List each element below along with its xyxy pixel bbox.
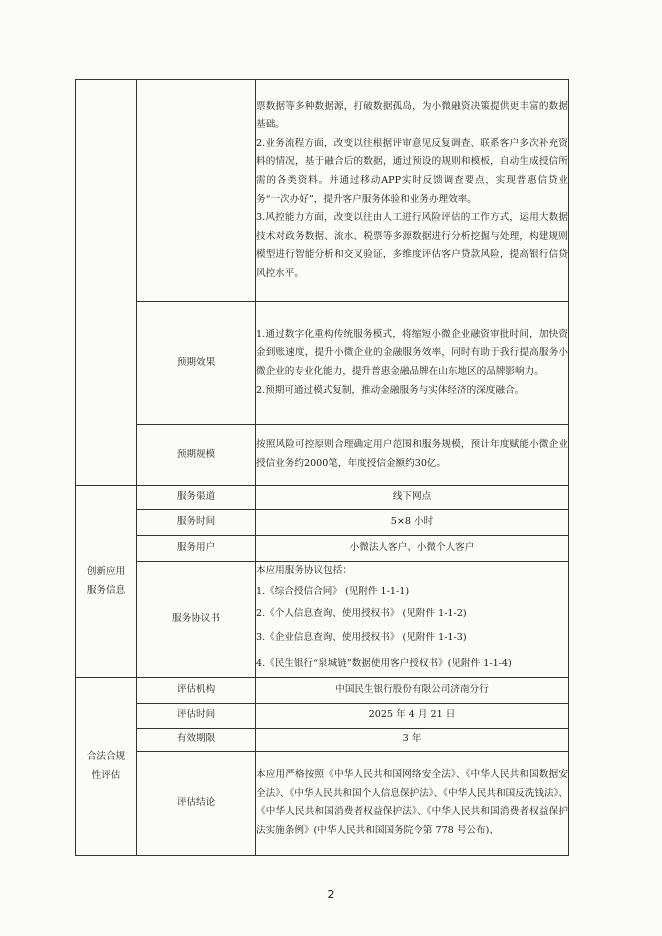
scale-paragraph: 按照风险可控原则合理确定用户范围和服务规模，预计年度赋能小微企业授信业务约2000笔，年度授信金额约30亿。 bbox=[256, 439, 568, 469]
assessment-time-row bbox=[76, 703, 569, 728]
conclusion-row bbox=[76, 751, 569, 855]
effect-paragraph: 2.预期可通过模式复制，推动金融服务与实体经济的深度融合。 bbox=[256, 384, 525, 396]
conclusion-content bbox=[256, 751, 569, 855]
section-label-line: 合法合规 bbox=[86, 751, 126, 763]
service-agreement-content bbox=[256, 562, 569, 678]
service-time-value: 5×8 小时 bbox=[256, 510, 569, 536]
service-time-label: 服务时间 bbox=[137, 510, 256, 536]
conclusion-paragraph: 本应用严格按照《中华人民共和国网络安全法》、《中华人民共和国数据安全法》、《中华人民共和国个人信息保护法》、《中华人民共和国反洗钱法》、《中华人民共和国消费者权益保护法》、《中华人民共和国消费者权益保护法实施条例》(中华人民共和国国务院令第 778 号公布)、 bbox=[256, 768, 568, 836]
service-channel-label: 服务渠道 bbox=[137, 486, 256, 510]
agreement-item: 3.《企业信息查询、使用授权书》 (见附件 1-1-3) bbox=[256, 631, 467, 643]
innovation-content-cell bbox=[256, 80, 569, 302]
validity-label: 有效期限 bbox=[137, 728, 256, 751]
agreement-item: 1.《综合授信合同》 (见附件 1-1-1) bbox=[256, 585, 410, 597]
effect-paragraph: 1.通过数字化重构传统服务模式，将缩短小微企业融资审批时间，加快资金到账速度，提升小微企业的金融服务效率，同时有助于我行提高服务小微企业的专业化能力，提升普惠金融品牌在山东地区的品牌影响力。 bbox=[256, 328, 568, 377]
innovation-paragraph: 票数据等多种数据源，打破数据孤岛，为小微融资决策提供更丰富的数据基础。 bbox=[256, 100, 568, 131]
section-label-line: 性评估 bbox=[91, 770, 121, 782]
expected-effect-label: 预期效果 bbox=[137, 302, 256, 425]
business-innovation-row bbox=[76, 80, 569, 302]
agreement-item: 4.《民生银行“泉城链”数据使用客户授权书》(见附件 1-1-4) bbox=[256, 657, 512, 669]
assessment-org-row bbox=[76, 677, 569, 703]
agreement-intro: 本应用服务协议包括： bbox=[256, 565, 352, 576]
expected-scale-content bbox=[256, 425, 569, 486]
service-time-row bbox=[76, 510, 569, 536]
service-info-section-label bbox=[76, 486, 137, 678]
service-channel-row bbox=[76, 486, 569, 510]
innovation-paragraph: 3.风控能力方面，改变以往由人工进行风险评估的工作方式，运用大数据技术对政务数据、流水、税票等多源数据进行分析挖掘与处理，构建规则模型进行智能分析和交叉验证，多维度评估客户贷款风险，提高银行信贷风控水平。 bbox=[256, 212, 568, 279]
assessment-org-label: 评估机构 bbox=[137, 677, 256, 703]
expected-effect-content bbox=[256, 302, 569, 425]
expected-effect-row bbox=[76, 302, 569, 425]
section-label-line: 服务信息 bbox=[86, 585, 126, 597]
service-users-row bbox=[76, 536, 569, 562]
expected-scale-row bbox=[76, 425, 569, 486]
service-agreement-row bbox=[76, 562, 569, 678]
service-users-value: 小微法人客户、小微个人客户 bbox=[256, 536, 569, 562]
validity-value: 3 年 bbox=[256, 728, 569, 751]
innovation-paragraph: 2.业务流程方面，改变以往根据评审意见反复调查、联系客户多次补充资料的情况，基于融合后的数据，通过预设的规则和模板，自动生成授信所需的各类资料。并通过移动APP实时反馈调查要点，实现普惠信贷业务“一次办好”，提升客户服务体验和业务办理效率。 bbox=[256, 137, 568, 205]
agreement-item: 2.《个人信息查询、使用授权书》 (见附件 1-1-2) bbox=[256, 607, 467, 619]
service-agreement-label: 服务协议书 bbox=[137, 562, 256, 678]
service-channel-value: 线下网点 bbox=[256, 486, 569, 510]
label-cell-continued bbox=[137, 80, 256, 302]
section-label-line: 创新应用 bbox=[86, 566, 126, 578]
validity-row bbox=[76, 728, 569, 751]
compliance-section-label bbox=[76, 677, 137, 855]
conclusion-label: 评估结论 bbox=[137, 751, 256, 855]
assessment-org-value: 中国民生银行股份有限公司济南分行 bbox=[256, 677, 569, 703]
expected-scale-label: 预期规模 bbox=[137, 425, 256, 486]
evaluation-table bbox=[75, 79, 569, 856]
service-users-label: 服务用户 bbox=[137, 536, 256, 562]
assessment-time-value: 2025 年 4 月 21 日 bbox=[256, 703, 569, 728]
page-number: 2 bbox=[327, 888, 335, 901]
section-cell-continued bbox=[76, 80, 137, 486]
assessment-time-label: 评估时间 bbox=[137, 703, 256, 728]
